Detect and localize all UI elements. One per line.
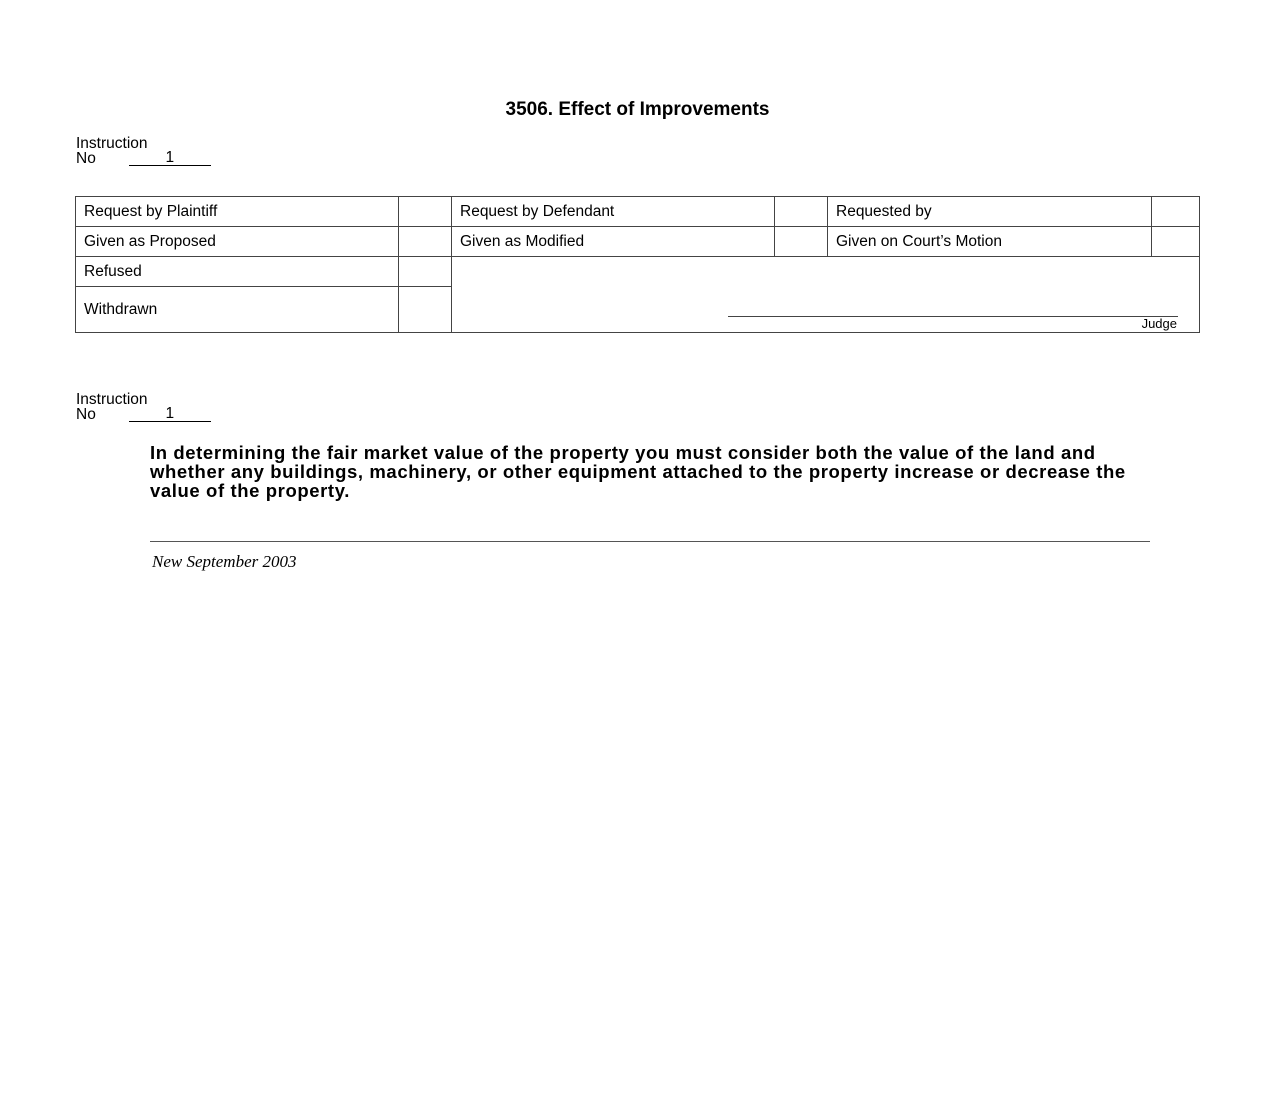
instruction-no-label: No	[76, 406, 96, 423]
judge-label: Judge	[1141, 316, 1177, 331]
checkbox-given-as-modified[interactable]	[775, 227, 827, 256]
instruction-no-value: 1	[129, 407, 211, 422]
label-requested-by: Requested by	[836, 202, 932, 220]
label-given-as-proposed: Given as Proposed	[84, 232, 216, 250]
instruction-body-text: In determining the fair market value of the property you must consider both the value of the land and whether any buildings, machinery, or other equipment attached to the property increase or decrease the value of the property.	[150, 442, 1126, 501]
instruction-label: Instruction	[76, 391, 148, 408]
checkbox-request-by-defendant[interactable]	[775, 197, 827, 226]
instruction-number-block-top	[76, 136, 211, 166]
judge-signature-line[interactable]	[728, 316, 1178, 317]
checkbox-requested-by[interactable]	[1152, 197, 1199, 226]
instruction-number-block-bottom	[76, 392, 211, 422]
instruction-no-label: No	[76, 150, 96, 167]
label-given-on-courts-motion: Given on Court’s Motion	[836, 232, 1002, 250]
checkbox-refused[interactable]	[399, 257, 451, 286]
checkbox-request-by-plaintiff[interactable]	[399, 197, 451, 226]
instruction-disposition-form	[75, 196, 1200, 333]
label-request-by-plaintiff: Request by Plaintiff	[84, 202, 218, 220]
checkbox-withdrawn[interactable]	[399, 287, 451, 332]
checkbox-given-on-courts-motion[interactable]	[1152, 227, 1199, 256]
instruction-no-value: 1	[129, 151, 211, 166]
label-request-by-defendant: Request by Defendant	[460, 202, 615, 220]
page-title: 3506. Effect of Improvements	[505, 99, 770, 120]
checkbox-given-as-proposed[interactable]	[399, 227, 451, 256]
label-given-as-modified: Given as Modified	[460, 232, 585, 250]
label-refused: Refused	[84, 262, 142, 280]
revision-note: New September 2003	[152, 552, 297, 571]
label-withdrawn: Withdrawn	[84, 300, 158, 318]
instruction-label: Instruction	[76, 135, 148, 152]
horizontal-rule	[150, 541, 1150, 542]
